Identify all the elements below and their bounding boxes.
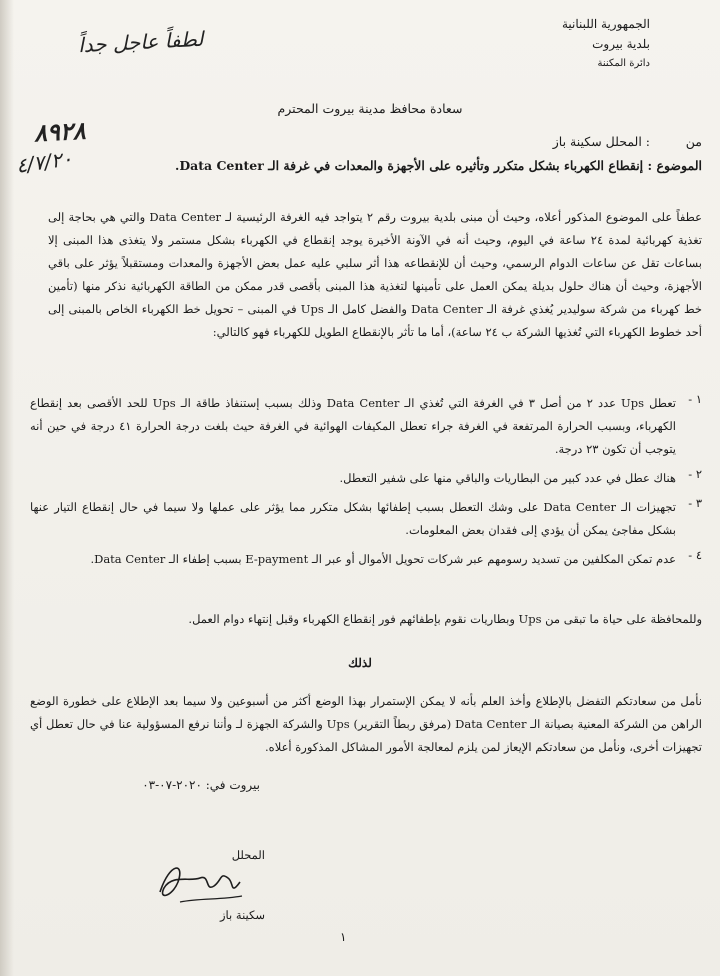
subject-line <box>142 158 702 173</box>
handwritten-reference-number: ٨٩٢٨ <box>33 116 87 148</box>
list-item <box>30 548 702 571</box>
signature-title: المحلل <box>231 848 265 862</box>
request-paragraph: نأمل من سعادتكم التفضل بالإطلاع وأخذ العلم بأنه لا يمكن الإستمرار بهذا الوضع أكثر من أسبوعين ولا سيما بعد الإطلاع على خطورة الوضع الراهن من الشركة المعنية بصيانة الـ Data Center (مرفق ربطاً التقرير) Ups والشركة الجهزة لـ وأننا نرفع المسؤولية عنا في حال تعطل أي تجهيزات أخرى، ونأمل من سعادتكم الإيعاز لمن يلزم لمعالجة الأمور المشاكل المذكورة أعلاه. <box>30 694 702 754</box>
subject-value: إنقطاع الكهرباء بشكل متكرر وتأثيره على الأجهزة والمعدات في غرفة الـ Data Center. <box>174 158 644 173</box>
letterhead <box>520 14 650 74</box>
list-item-text: تجهيزات الـ Data Center على وشك التعطل بسبب إطفائها بشكل متكرر مما يؤثر على عملها ولا سيما في حال إنقطاع التيار عنها بشكل مفاجئ يمكن أن يؤدي إلى فقدان بعض المعلومات. <box>30 500 676 537</box>
body-paragraph: عطفاً على الموضوع المذكور أعلاه، وحيث أن مبنى بلدية بيروت رقم ٢ يتواجد فيه الغرفة الرئيسية لـ Data Center والتي هي بحاجة إلى تغذية كهربائية لمدة ٢٤ ساعة في اليوم، وحيث أنه في الآونة الأخيرة يوجد إنقطاع في الكهرباء بشكل مستمر ولا يتغذى هذا المبنى إلا بساعات تقل عن ساعات الدوام الرسمي، وحيث أن للإنقطاعه هذا أثر سلبي عليه عمل بعض الأجهزة والمعدات ومستقبلاً يؤثر على باقي الأجهزة، وحيث أن هناك حلول بديلة يمكن العمل على تأمينها لتغذية هذا المبنى بأقصى قدر ممكن من الطاقة الكهربائية نذكر منها (تأمين خط كهرباء من شركة سوليدير يُغذي غرفة الـ Data Center والفضل كامل الـ Ups في المبنى – تحويل خط الكهرباء الخاص بالمبنى إلى أحد خطوط الكهرباء التي تُغذيها الشركة ب ٢٤ ساعة)، أما ما تأثر بالإنقطاع الطويل للكهرباء فهو كالتالي: <box>48 210 703 339</box>
from-label: من <box>685 134 702 149</box>
list-item-number: ٢ - <box>688 467 702 481</box>
handwritten-date-note: ٤/٧/٢٠ <box>14 146 74 178</box>
handwritten-urgent-note: لطفاً عاجل جداً <box>77 26 204 58</box>
scan-edge-shadow <box>0 0 14 976</box>
page-number: ١ <box>340 930 347 944</box>
list-item-text: تعطل Ups عدد ٢ من أصل ٣ في الغرفة التي تُغذي الـ Data Center وذلك بسبب إستنفاذ طاقة الـ Ups للحد الأقصى بعد إنقطاع الكهرباء، وبسبب الحرارة المرتفعة في الغرفة جراء تعطل المكيفات الهوائية في الغرفة حيث بلغت درجة الحرارة ٤١ درجة في حين أنه يتوجب أن تكون ٢٣ درجة. <box>30 396 676 456</box>
therefore-heading: لذلك <box>348 656 372 670</box>
list-item-text: هناك عطل في عدد كبير من البطاريات والباقي منها على شفير التعطل. <box>339 471 676 485</box>
list-item <box>30 467 702 490</box>
addressee-line: سعادة محافظ مدينة بيروت المحترم <box>277 101 463 116</box>
handwritten-signature-icon <box>150 852 250 912</box>
list-item-text: عدم تمكن المكلفين من تسديد رسومهم عبر شركات تحويل الأموال أو عبر الـ E-payment بسبب إطفاء الـ Data Center. <box>90 552 676 566</box>
from-line <box>182 134 702 149</box>
republic-title: الجمهورية اللبنانية <box>561 17 650 31</box>
signature-name: سكينة باز <box>219 908 265 922</box>
from-value: : المحلل سكينة باز <box>552 134 651 149</box>
municipality-name: بلدية بيروت <box>592 37 650 51</box>
list-item <box>30 392 702 461</box>
date-line: بيروت في: ٢٠٢٠-٠٧-٠٣ <box>142 778 260 792</box>
list-item-number: ٣ - <box>688 496 702 510</box>
list-item <box>30 496 702 542</box>
list-item-number: ١ - <box>688 392 702 406</box>
issues-list <box>30 392 702 571</box>
list-item-number: ٤ - <box>688 548 702 562</box>
department-name: دائرة المكننة <box>597 58 650 69</box>
closing-paragraph: وللمحافظة على حياة ما تبقى من Ups وبطاريات نقوم بإطفائهم فور إنقطاع الكهرباء وقبل إنتهاء دوام العمل. <box>188 612 702 626</box>
subject-label: الموضوع : <box>647 158 702 173</box>
